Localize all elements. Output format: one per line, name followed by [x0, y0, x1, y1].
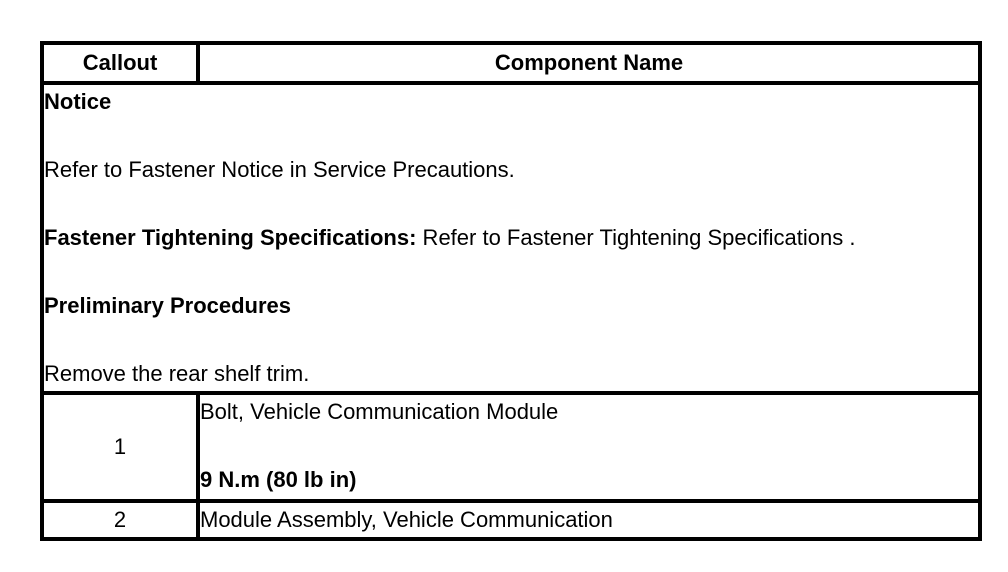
tightening-spec-text: Refer to Fastener Tightening Specifications . — [416, 225, 856, 250]
component-name: Module Assembly, Vehicle Communication — [200, 507, 613, 532]
tightening-spec-line — [44, 221, 978, 255]
component-name: Bolt, Vehicle Communication Module — [200, 399, 559, 424]
header-callout: Callout — [42, 43, 198, 83]
fastener-notice-text: Refer to Fastener Notice in Service Precautions. — [44, 157, 515, 182]
header-row — [42, 43, 980, 83]
component-cell — [198, 393, 980, 501]
preliminary-title: Preliminary Procedures — [44, 293, 292, 318]
callout-number: 1 — [42, 393, 198, 501]
component-cell — [198, 501, 980, 539]
notice-cell — [42, 83, 980, 393]
header-component-name: Component Name — [198, 43, 980, 83]
table-row — [42, 393, 980, 501]
preliminary-text: Remove the rear shelf trim. — [44, 361, 310, 386]
component-table — [40, 41, 982, 541]
torque-spec: 9 N.m (80 lb in) — [200, 467, 357, 492]
tightening-spec-label: Fastener Tightening Specifications: — [44, 225, 417, 250]
notice-title: Notice — [44, 89, 112, 114]
notice-row — [42, 83, 980, 393]
callout-number: 2 — [42, 501, 198, 539]
table-row — [42, 501, 980, 539]
